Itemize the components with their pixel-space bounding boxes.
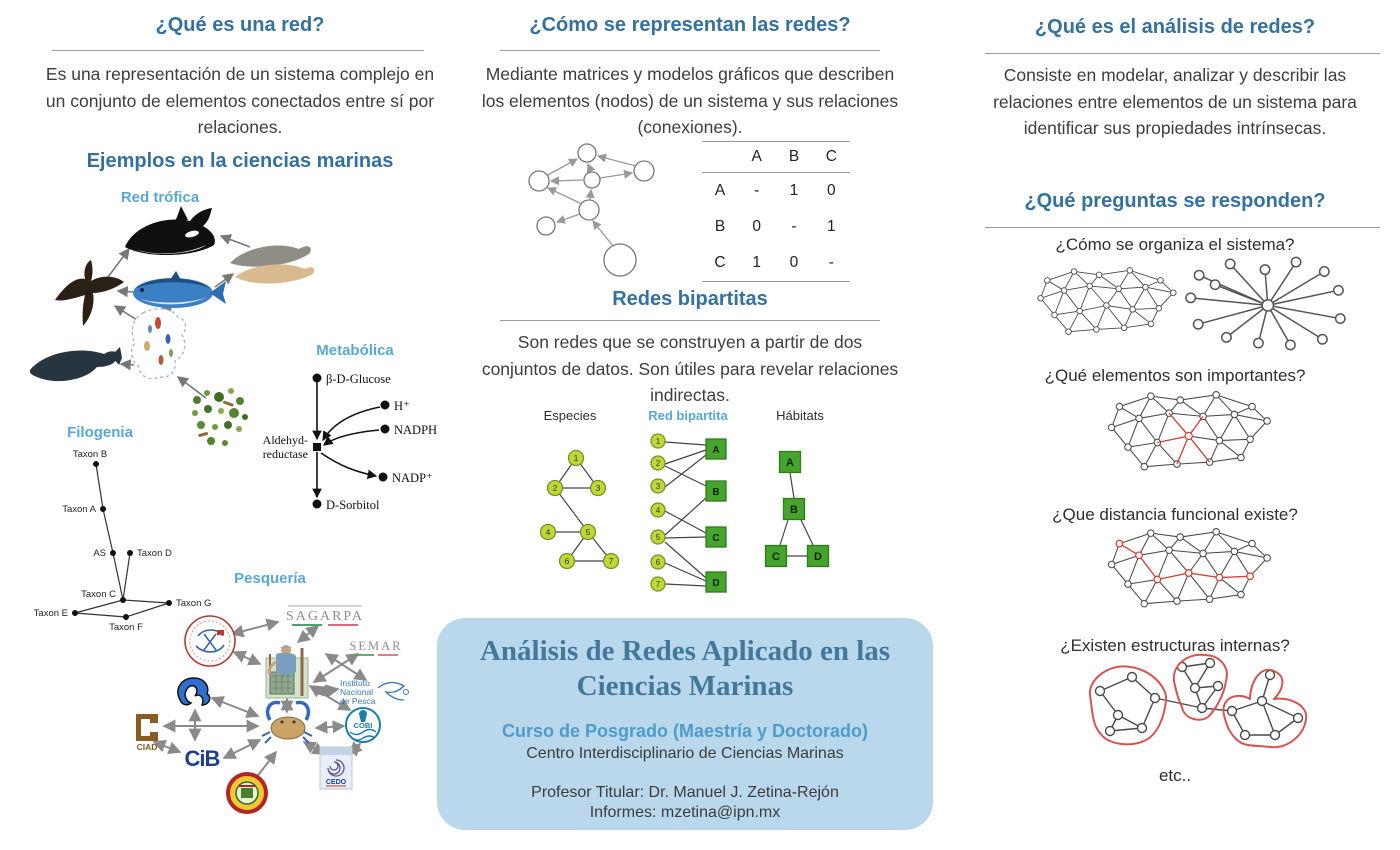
red-bipartita-label: Red bipartita [648, 408, 728, 423]
h-plus-text: H⁺ [394, 399, 410, 413]
bipartite-edges [665, 442, 706, 586]
svg-text:C: C [772, 551, 780, 563]
representation-title: ¿Cómo se representan las redes? [529, 14, 851, 36]
cedo-logo [320, 747, 352, 789]
cedo-text: CEDO [325, 779, 347, 786]
fisherman-icon [266, 645, 308, 698]
centrality-highlight-edges [1157, 413, 1209, 464]
habitats-label: Hábitats [776, 408, 824, 423]
nadph-node [381, 425, 390, 434]
etc-label: etc.. [1158, 766, 1192, 785]
phylogeny-label: Filogenia [67, 424, 133, 441]
bipartite-species-nodes [651, 434, 665, 591]
svg-text:2: 2 [552, 483, 558, 493]
svg-text:7: 7 [608, 556, 614, 566]
svg-text:7: 7 [655, 580, 661, 589]
enzyme-node [313, 443, 321, 451]
svg-text:3: 3 [595, 483, 601, 493]
representation-text: Mediante matrices y modelos gráficos que describen los elementos (nodos) de un sistema y sus relaciones (conexiones). [481, 64, 899, 138]
central-node-highlight [1185, 432, 1192, 439]
ciad-logo [136, 714, 158, 752]
wave-logo [178, 678, 210, 705]
svg-text:A: A [786, 457, 794, 469]
nadp-text: NADP⁺ [392, 471, 433, 485]
semar-logo [349, 639, 402, 655]
taxon-g-label: Taxon G [176, 598, 212, 609]
bipartite-diagram [495, 428, 845, 613]
especies-nodes [541, 451, 619, 569]
star-network-diagram [1185, 256, 1345, 351]
bipartite-habitat-nodes [706, 439, 726, 592]
taxon-c-label: Taxon C [81, 589, 116, 600]
cibnor-logo: CiB [184, 746, 220, 771]
glucose-text: β-D-Glucose [326, 372, 391, 386]
habitats-nodes [766, 452, 829, 567]
path-highlight-edges [1119, 544, 1250, 580]
glucose-node [313, 374, 322, 383]
divider [500, 50, 880, 51]
svg-text:5: 5 [655, 533, 661, 542]
divider [500, 320, 880, 321]
path-network-diagram [1100, 524, 1280, 622]
taxon-as-label: AS [93, 548, 106, 559]
svg-text:D: D [814, 551, 822, 563]
centrality-network-diagram [1100, 387, 1280, 485]
taxon-f-label: Taxon F [109, 622, 143, 633]
svg-text:4: 4 [545, 527, 551, 537]
question-distance: ¿Que distancia funcional existe? [1052, 505, 1298, 524]
question-organization: ¿Cómo se organiza el sistema? [1055, 235, 1295, 254]
taxon-e-label: Taxon E [33, 608, 68, 619]
taxon-d-label: Taxon D [137, 548, 172, 559]
divider [52, 50, 424, 51]
clusters-network-diagram [1080, 653, 1310, 758]
course-info-box [437, 618, 933, 830]
questions-title: ¿Qué preguntas se responden? [1024, 190, 1326, 212]
svg-text:B: B [790, 504, 798, 516]
svg-text:5: 5 [585, 527, 591, 537]
nadph-text: NADPH [394, 423, 438, 437]
semar-text: SEMAR [349, 639, 403, 653]
svg-text:4: 4 [655, 506, 661, 515]
svg-text:D: D [712, 578, 720, 589]
question-importance: ¿Qué elementos son importantes? [1044, 366, 1306, 385]
metabolic-diagram [250, 360, 450, 555]
cobi-logo [346, 708, 380, 742]
matrix-header-row [702, 142, 850, 173]
bipartite-title: Redes bipartitas [612, 288, 768, 310]
matrix-col-c: C [825, 148, 837, 165]
h-plus-node [381, 401, 390, 410]
what-is-network-title: ¿Qué es una red? [155, 14, 325, 36]
sorbitol-node [313, 500, 322, 509]
svg-text:1: 1 [573, 453, 579, 463]
divider [985, 227, 1380, 228]
phytoplankton-icon [192, 388, 248, 446]
inp-text-1: Instituto [340, 678, 370, 688]
sagarpa-text: SAGARPA [285, 609, 365, 624]
course-institution: Centro Interdisciplinario de Ciencias Marinas [526, 744, 844, 762]
sorbitol-text: D-Sorbitol [326, 498, 380, 512]
divider [985, 53, 1380, 54]
bipartite-text: Son redes que se construyen a partir de dos conjuntos de datos. Son útiles para revelar relaciones indirectas. [481, 332, 899, 406]
sea-lions-icon [230, 245, 314, 283]
metabolic-label: Metabólica [316, 342, 394, 359]
fisheries-center-logo [185, 616, 235, 666]
svg-text:6: 6 [655, 558, 661, 567]
university-seal-logo [228, 774, 266, 812]
enzyme-text-1: Aldehyd- [262, 433, 308, 447]
inapesca-logo [340, 678, 409, 706]
matrix-row-b: B 0 - 1 [714, 218, 836, 235]
tuna-icon [133, 271, 226, 308]
svg-text:1: 1 [655, 437, 661, 446]
graph-nodes [529, 144, 654, 276]
fishery-label: Pesquería [234, 570, 306, 587]
course-contact: Informes: mzetina@ipn.mx [589, 803, 781, 821]
analysis-title: ¿Qué es el análisis de redes? [1034, 16, 1316, 38]
analysis-text: Consiste en modelar, analizar y describir las relaciones entre elementos de un sistema para identificar sus propiedades intrínsecas. [993, 65, 1357, 139]
svg-text:C: C [712, 533, 720, 544]
enzyme-text-2: reductase [262, 447, 308, 461]
whale-icon [30, 347, 122, 381]
svg-text:B: B [712, 487, 720, 498]
course-professor: Profesor Titular: Dr. Manuel J. Zetina-Rejón [531, 783, 839, 801]
svg-text:2: 2 [655, 459, 661, 468]
question-structures: ¿Existen estructuras internas? [1060, 636, 1290, 655]
inp-text-3: de Pesca [340, 696, 376, 706]
cobi-text: COBI [353, 721, 373, 730]
graph-model-diagram [480, 133, 685, 288]
fishery-network-diagram [120, 592, 445, 847]
sagarpa-logo [286, 606, 364, 625]
orca-icon [125, 206, 215, 255]
matrix-col-b: B [788, 148, 800, 165]
matrix-col-a: A [751, 148, 762, 165]
ciad-text: CIAD [136, 742, 158, 752]
svg-text:3: 3 [655, 482, 661, 491]
trophic-web-label: Red trófica [120, 189, 200, 206]
course-level: Curso de Posgrado (Maestría y Doctorado) [501, 720, 869, 741]
what-is-network-text: Es una representación de un sistema complejo en un conjunto de elementos conectados entre sí por relaciones. [45, 64, 435, 138]
adjacency-matrix [702, 141, 850, 282]
svg-text:A: A [712, 445, 720, 456]
nadp-node [379, 473, 388, 482]
especies-label: Especies [543, 408, 597, 423]
matrix-row-a: A - 1 0 [714, 182, 836, 199]
especies-edges [545, 458, 611, 561]
mesh-network-diagram [1035, 258, 1180, 353]
inp-text-2: Nacional [340, 687, 374, 697]
course-title: Análisis de Redes Aplicado en las Ciencias Marinas [479, 635, 891, 702]
taxon-b-label: Taxon B [72, 449, 108, 460]
taxon-a-label: Taxon A [62, 504, 96, 515]
svg-text:6: 6 [564, 556, 570, 566]
examples-title: Ejemplos en la ciencias marinas [86, 150, 394, 172]
zooplankton-icon [132, 309, 186, 379]
matrix-row-c: C 1 0 - [714, 254, 834, 271]
